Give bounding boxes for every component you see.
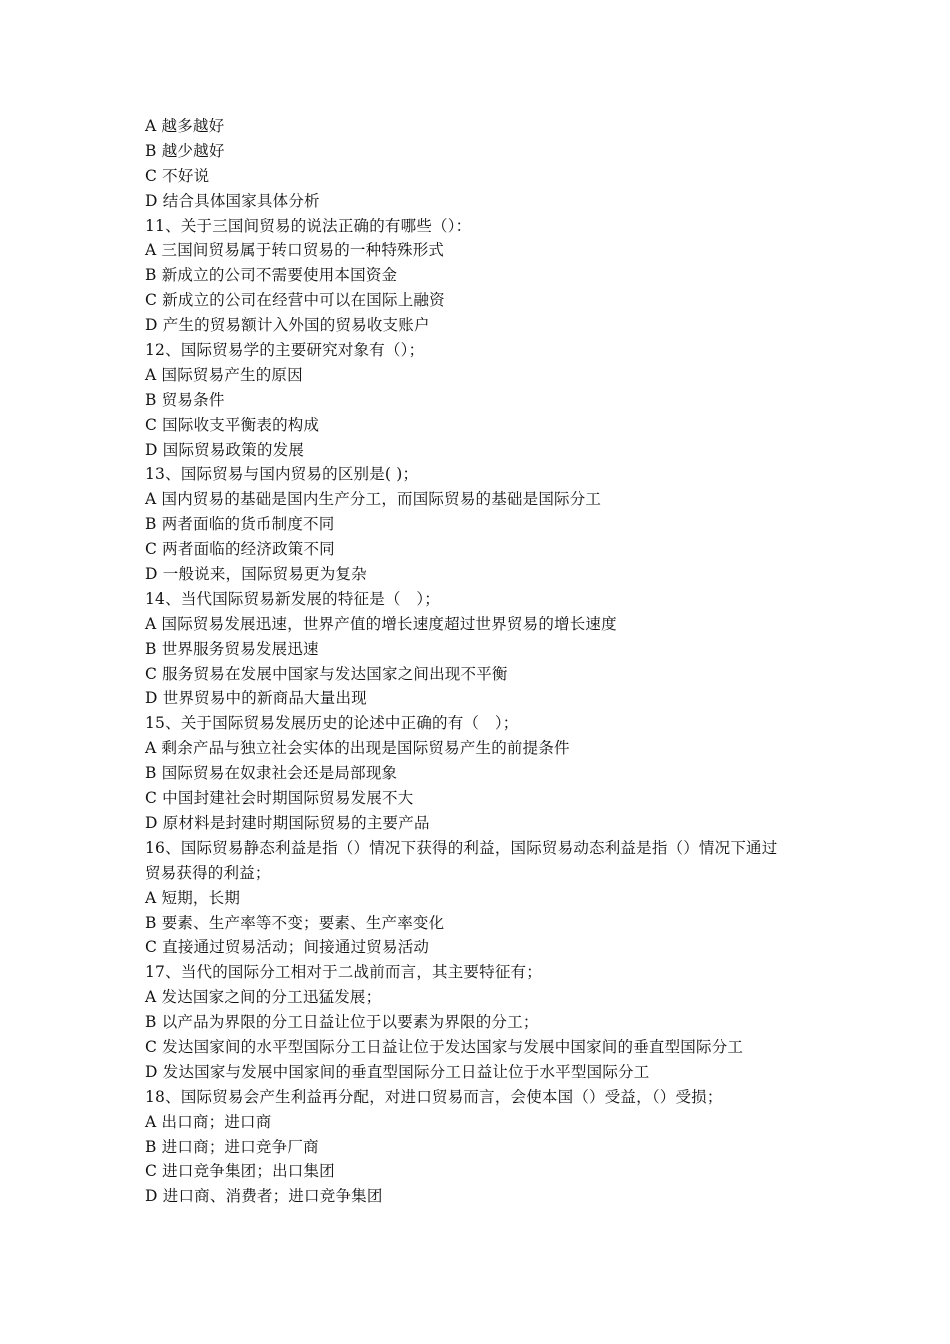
answer-option: B 两者面临的货币制度不同 bbox=[145, 515, 335, 534]
answer-option: D 进口商、消费者；进口竞争集团 bbox=[145, 1187, 383, 1206]
question-line: 17、当代的国际分工相对于二战前而言，其主要特征有； bbox=[145, 963, 542, 982]
answer-option: C 进口竞争集团；出口集团 bbox=[145, 1162, 335, 1181]
answer-option: A 短期，长期 bbox=[145, 888, 241, 907]
answer-option: A 国际贸易发展迅速，世界产值的增长速度超过世界贸易的增长速度 bbox=[145, 614, 617, 633]
answer-option: D 一般说来，国际贸易更为复杂 bbox=[145, 565, 367, 584]
answer-option: B 贸易条件 bbox=[145, 390, 225, 409]
answer-option: D 结合具体国家具体分析 bbox=[145, 191, 320, 210]
answer-option: C 新成立的公司在经营中可以在国际上融资 bbox=[145, 291, 445, 310]
answer-option: B 世界服务贸易发展迅速 bbox=[145, 639, 319, 658]
question-line: 18、国际贸易会产生利益再分配，对进口贸易而言，会使本国（）受益，（）受损； bbox=[145, 1087, 723, 1106]
answer-option: B 以产品为界限的分工日益让位于以要素为界限的分工； bbox=[145, 1013, 539, 1032]
question-line: 贸易获得的利益； bbox=[145, 863, 271, 882]
answer-option: B 国际贸易在奴隶社会还是局部现象 bbox=[145, 764, 398, 783]
question-line: 14、当代国际贸易新发展的特征是（ ）； bbox=[145, 589, 440, 608]
document-page bbox=[145, 114, 835, 1209]
answer-option: C 发达国家间的水平型国际分工日益让位于发达国家与发展中国家间的垂直型国际分工 bbox=[145, 1037, 744, 1056]
answer-option: C 国际收支平衡表的构成 bbox=[145, 415, 320, 434]
answer-option: B 要素、生产率等不变；要素、生产率变化 bbox=[145, 913, 445, 932]
question-line: 13、国际贸易与国内贸易的区别是( )； bbox=[145, 465, 419, 484]
answer-option: A 越多越好 bbox=[145, 117, 225, 135]
answer-option: C 直接通过贸易活动；间接通过贸易活动 bbox=[145, 938, 430, 957]
answer-option: C 不好说 bbox=[145, 166, 210, 185]
answer-option: D 国际贸易政策的发展 bbox=[145, 440, 305, 459]
answer-option: A 三国间贸易属于转口贸易的一种特殊形式 bbox=[145, 241, 445, 260]
answer-option: B 新成立的公司不需要使用本国资金 bbox=[145, 266, 398, 285]
answer-option: B 进口商；进口竞争厂商 bbox=[145, 1137, 319, 1156]
answer-option: A 发达国家之间的分工迅猛发展； bbox=[145, 988, 382, 1007]
answer-option: A 国内贸易的基础是国内生产分工，而国际贸易的基础是国际分工 bbox=[145, 490, 602, 509]
question-line: 15、关于国际贸易发展历史的论述中正确的有（ ）； bbox=[145, 714, 519, 733]
answer-option: C 两者面临的经济政策不同 bbox=[145, 540, 335, 559]
question-line: 12、国际贸易学的主要研究对象有（）； bbox=[145, 341, 425, 360]
answer-option: C 服务贸易在发展中国家与发达国家之间出现不平衡 bbox=[145, 664, 508, 683]
answer-option: D 发达国家与发展中国家间的垂直型国际分工日益让位于水平型国际分工 bbox=[145, 1062, 650, 1081]
answer-option: D 原材料是封建时期国际贸易的主要产品 bbox=[145, 813, 430, 832]
answer-option: C 中国封建社会时期国际贸易发展不大 bbox=[145, 789, 414, 808]
answer-option: B 越少越好 bbox=[145, 141, 225, 160]
answer-option: D 世界贸易中的新商品大量出现 bbox=[145, 689, 367, 708]
answer-option: D 产生的贸易额计入外国的贸易收支账户 bbox=[145, 316, 430, 335]
question-line: 11、关于三国间贸易的说法正确的有哪些（）： bbox=[145, 216, 472, 235]
answer-option: A 剩余产品与独立社会实体的出现是国际贸易产生的前提条件 bbox=[145, 739, 570, 758]
answer-option: A 出口商；进口商 bbox=[145, 1112, 272, 1131]
question-line: 16、国际贸易静态利益是指（）情况下获得的利益，国际贸易动态利益是指（）情况下通过 bbox=[145, 838, 778, 857]
answer-option: A 国际贸易产生的原因 bbox=[145, 365, 303, 384]
